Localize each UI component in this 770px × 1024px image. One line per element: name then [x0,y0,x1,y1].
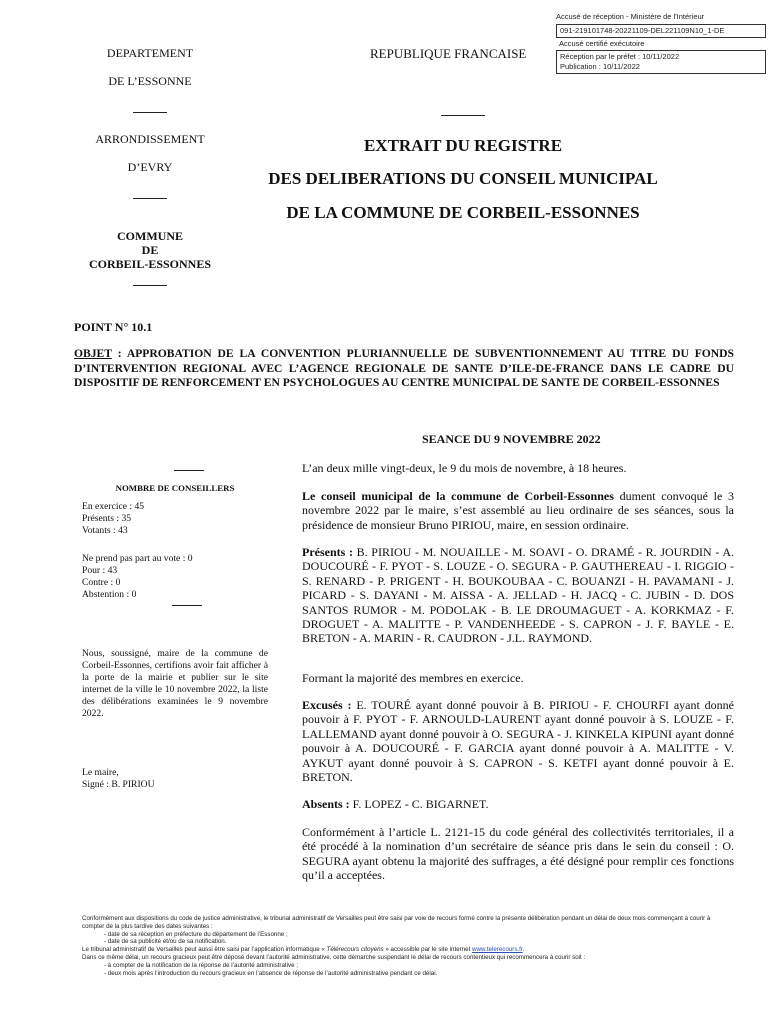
vote-results [82,553,268,601]
footer-paragraph-2 [82,946,732,954]
separator [60,112,240,113]
footer-bullet-3: - à compter de la notification de la réponse de l’autorité administrative ; [104,961,298,969]
presents-list: B. PIRIOU - M. NOUAILLE - M. SOAVI - O. DRAMÉ - R. JOURDIN - A. DOUCOURÉ - F. PYOT - S. LOUZE - O. SEGURA - P. GAUTHEREAU - I. RIGGIO - S. RENARD - P. PRIGENT - H. BOUKOUBAA - C. BOUANZI - H. PAVAMANI - J. PICARD - S. DAYANI - M. AISSA - A. JELLAD - H. JACQ - C. JUBIN - D. DOS SANTOS RUMOR - M. PODOLAK - B. LE DROUMAGUET - A. KORKMAZ - F. DROGUET - A. MALITTE - P. VANDENHEEDE - S. CAPRON - J. F. BAYLE - E. BRETON - A. MARIN - R. CAUDRON - J.L. RAYMOND. [302,545,734,646]
stamp-line-4: Réception par le préfet : 10/11/2022 [560,52,680,61]
pour-count: Pour : 43 [82,565,118,576]
republique-francaise: REPUBLIQUE FRANCAISE [370,46,527,61]
intro-paragraph: L’an deux mille vingt-deux, le 9 du mois de novembre, à 18 heures. [302,461,627,475]
legal-footer [82,915,732,977]
signature-block [82,767,268,791]
arrondissement-line-1: ARRONDISSEMENT [95,132,205,146]
footer-app-name: Télérecours citoyens [326,946,384,954]
commune-line-1: COMMUNE [117,229,183,243]
departement-line-1: DEPARTEMENT [106,46,194,60]
abstention-count: Abstention : 0 [82,589,137,600]
title-line-2: DES DELIBERATIONS DU CONSEIL MUNICIPAL [268,169,658,188]
separator [174,470,204,471]
departement-line-2: DE L’ESSONNE [108,74,192,88]
separator [172,605,202,606]
certification-text: Nous, soussigné, maire de la commune de Corbeil-Essonnes, certifions avoir fait afficher à la porte de la mairie et publier sur le site internet de la ville le 10 novembre 2022, la liste des délibérations examinées le 9 novembre 2022. [82,648,268,719]
presents-label: Présents : [302,545,353,559]
footer-bullet-1: - date de sa réception en préfecture du département de l’Essonne ; [104,930,288,938]
stamp-line-1: Accusé de réception - Ministère de l'Intérieur [556,12,705,21]
stamp-line-5: Publication : 10/11/2022 [560,62,640,71]
seance-date: SEANCE DU 9 NOVEMBRE 2022 [422,432,601,446]
conseil-bold: Le conseil municipal de la commune de Corbeil-Essonnes [302,489,614,503]
stamp-line-2: 091-219101748-20221109-DEL221109N10_1-DE [560,26,725,35]
telerecours-link[interactable]: www.telerecours.fr [472,946,523,954]
excuses-list: E. TOURÉ ayant donné pouvoir à B. PIRIOU - F. CHOURFI ayant donné pouvoir à F. PYOT - F. ARNOULD-LAURENT ayant donné pouvoir à S. LOUZE - F. LALLEMAND ayant donné pouvoir à O. SEGURA - J. KINKELA KIPUNI ayant donné pouvoir à A. DOUCOURÉ - F. GARCIA ayant donné pouvoir à A. MALITTE - V. AYKUT ayant donné pouvoir à S. CAPRON - S. KETFI ayant donné pouvoir à E. BRETON. [302,698,734,785]
footer-bullet-2: - date de sa publicité et/ou de sa notification. [104,938,227,946]
excuses-paragraph [302,698,734,784]
absents-list: F. LOPEZ - C. BIGARNET. [349,797,489,811]
commune-line-3: CORBEIL-ESSONNES [88,257,212,271]
commune-line-2: DE [141,243,159,257]
conseil-text: dument convoqué le 3 novembre 2022 par le maire, s’est assemblé au lieu ordinaire de ses séances, sous la présidence de monsieur Bruno PIRIOU, maire, en session ordinaire. [302,489,735,532]
stamp-line-3: Accusé certifié exécutoire [559,39,645,48]
title-line-3: DE LA COMMUNE DE CORBEIL-ESSONNES [286,203,640,222]
objet-paragraph [74,347,734,391]
absents-paragraph [302,797,734,811]
presents-paragraph [302,545,734,646]
title-line-1: EXTRAIT DU REGISTRE [363,136,563,155]
votants-count: Votants : 43 [82,525,128,536]
separator [60,285,240,286]
reception-stamp [556,12,766,75]
en-exercice: En exercice : 45 [82,501,145,512]
stamp-box [556,24,766,38]
majorite-paragraph: Formant la majorité des membres en exercice. [302,671,524,685]
absents-label: Absents : [302,797,350,811]
signe-label: Signé : B. PIRIOU [82,779,155,790]
presents-count: Présents : 35 [82,513,132,524]
conseil-paragraph [302,489,734,532]
maire-label: Le maire, [82,767,119,778]
objet-text: : APPROBATION DE LA CONVENTION PLURIANNUELLE DE SUBVENTIONNEMENT AU TITRE DU FONDS D’INTERVENTION REGIONAL AVEC L’AGENCE REGIONALE DE SANTE D’ILE-DE-FRANCE DANS LE CADRE DU DISPOSITIF DE RENFORCEMENT EN PSYCHOLOGUES AU CENTRE MUNICIPAL DE SANTE DE CORBEIL-ESSONNES [74,347,734,389]
stamp-box-2 [556,50,766,74]
conseillers-heading: NOMBRE DE CONSEILLERS [115,483,235,493]
excuses-label: Excusés : [302,698,352,712]
separator [441,115,485,116]
conformement-paragraph: Conformément à l’article L. 2121-15 du code général des collectivités territoriales, il a été procédé à la nomination d’un secrétaire de séance pris dans le sein du conseil : O. SEGURA ayant obtenu la majorité des suffrages, a été désigné pour remplir ces fonctions qu’il a acceptées. [302,825,734,883]
footer-p2-end: . [522,946,525,954]
ne-prend-pas-part: Ne prend pas part au vote : 0 [82,553,193,564]
footer-paragraph-1: Conformément aux dispositions du code de justice administrative, le tribunal administratif de Versailles peut être saisi par voie de recours formé contre la présente délibération pendant un délai de deux mois commençant à courir à compter de la plus tardive des dates suivantes : [82,915,711,930]
separator [60,198,240,199]
objet-label: OBJET [74,347,112,360]
footer-p2-pre: Le tribunal administratif de Versailles peut aussi être saisi par l’application informatique « [82,946,327,954]
footer-paragraph-3: Dans ce même délai, un recours gracieux peut être déposé devant l’autorité administrative, cette démarche suspendant le délai de recours contentieux qui recommencera à courir soit : [82,953,586,961]
footer-bullet-4: - deux mois après l’introduction du recours gracieux en l’absence de réponse de l’autorité administrative pendant ce délai. [104,969,438,977]
vote-counts [82,501,268,537]
footer-p2-mid: » accessible par le site internet [383,946,473,954]
arrondissement-line-2: D’EVRY [127,160,173,174]
point-number: POINT N° 10.1 [74,320,153,334]
contre-count: Contre : 0 [82,577,121,588]
